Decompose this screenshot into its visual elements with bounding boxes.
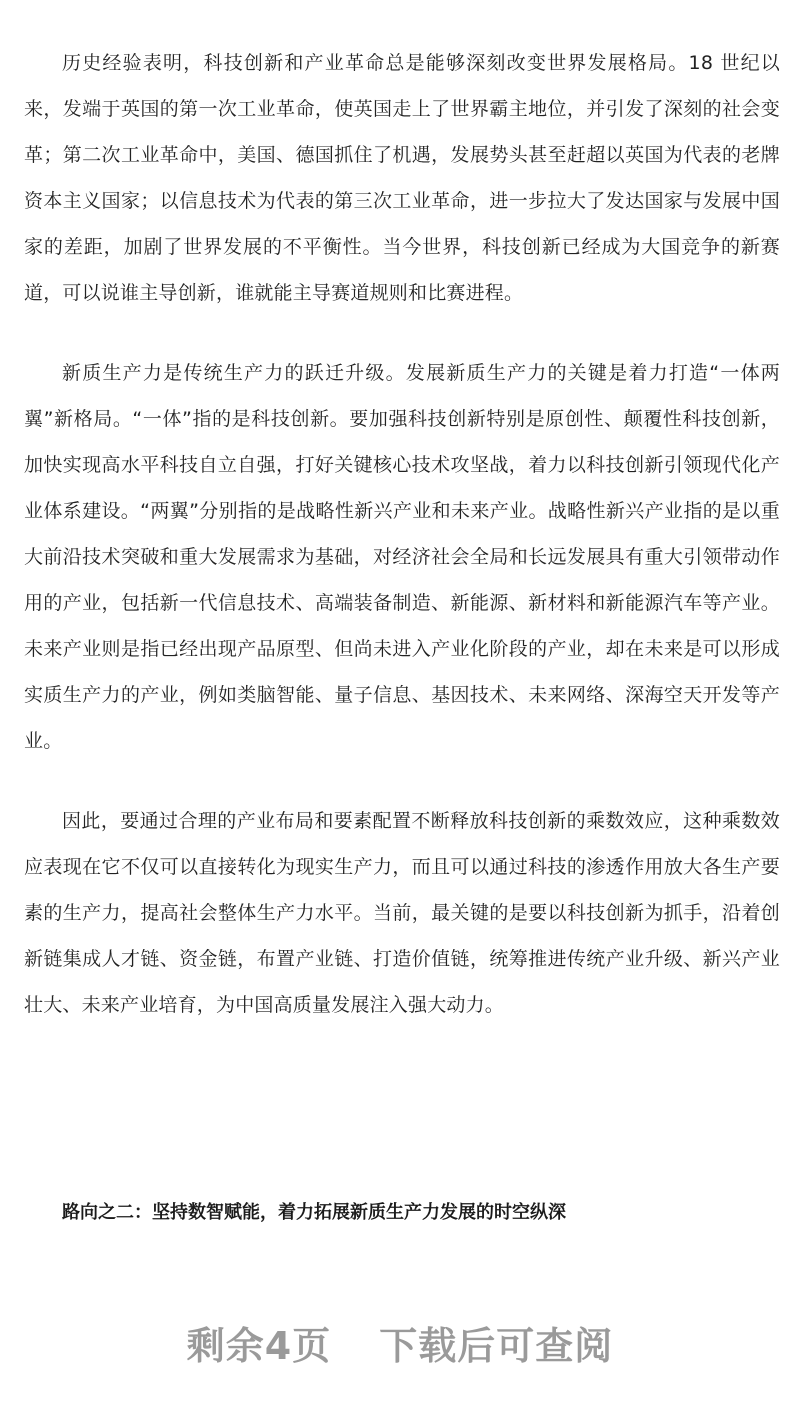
remaining-pages-label: 剩余4页 — [186, 1324, 332, 1368]
paragraph-history: 历史经验表明，科技创新和产业革命总是能够深刻改变世界发展格局。18 世纪以来，发端于英国的第一次工业革命，使英国走上了世界霸主地位，并引发了深刻的社会变革；第二次工业革命中，美国、德国抓住了机遇，发展势头甚至赶超以英国为代表的老牌资本主义国家；以信息技术为代表的第三次工业革命，进一步拉大了发达国家与发展中国家的差距，加剧了世界发展的不平衡性。当今世界，科技创新已经成为大国竞争的新赛道，可以说谁主导创新，谁就能主导赛道规则和比赛进程。 — [24, 52, 780, 304]
paragraph-new-productivity: 新质生产力是传统生产力的跃迁升级。发展新质生产力的关键是着力打造“一体两翼”新格局。“一体”指的是科技创新。要加强科技创新特别是原创性、颠覆性科技创新，加快实现高水平科技自立自强，打好关键核心技术攻坚战，着力以科技创新引领现代化产业体系建设。“两翼”分别指的是战略性新兴产业和未来产业。战略性新兴产业指的是以重大前沿技术突破和重大发展需求为基础，对经济社会全局和长远发展具有重大引领带动作用的产业，包括新一代信息技术、高端装备制造、新能源、新材料和新能源汽车等产业。未来产业则是指已经出现产品原型、但尚未进入产业化阶段的产业，却在未来是可以形成实质生产力的产业，例如类脑智能、量子信息、基因技术、未来网络、深海空天开发等产业。 — [24, 362, 780, 752]
download-to-read-label: 下载后可查阅 — [379, 1324, 614, 1368]
document-body — [24, 40, 780, 1028]
download-banner[interactable] — [0, 1315, 800, 1370]
section-heading: 路向之二：坚持数智赋能，着力拓展新质生产力发展的时空纵深 — [62, 1202, 566, 1223]
paragraph-conclusion: 因此，要通过合理的产业布局和要素配置不断释放科技创新的乘数效应，这种乘数效应表现在它不仅可以直接转化为现实生产力，而且可以通过科技的渗透作用放大各生产要素的生产力，提高社会整体生产力水平。当前，最关键的是要以科技创新为抓手，沿着创新链集成人才链、资金链，布置产业链、打造价值链，统筹推进传统产业升级、新兴产业壮大、未来产业培育，为中国高质量发展注入强大动力。 — [24, 810, 780, 1016]
